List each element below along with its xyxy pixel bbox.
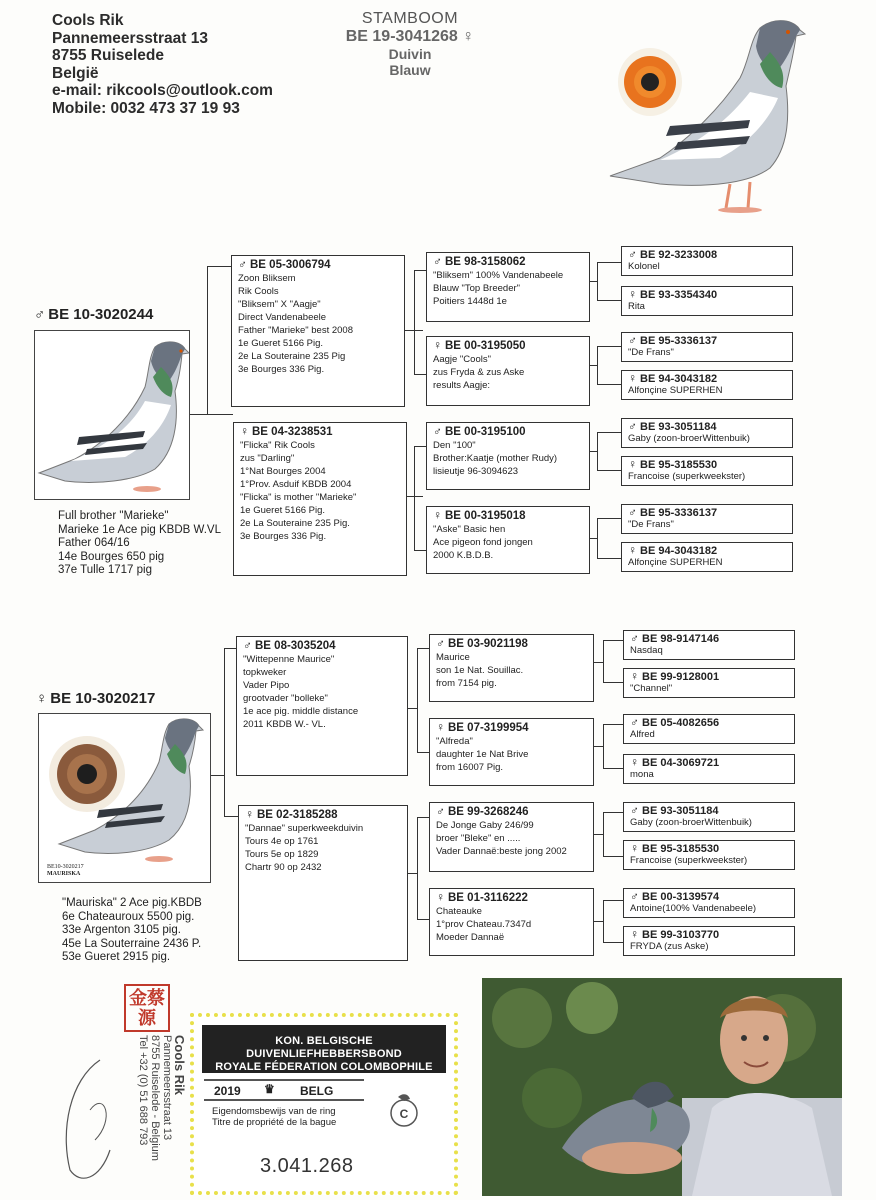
federation-emblem-icon — [380, 1093, 428, 1127]
card-line: 3e Bourges 336 Pig. — [238, 364, 325, 375]
ring-year: 2019 — [214, 1084, 241, 1098]
card-line: zus Fryda & zus Aske — [433, 367, 525, 378]
female-symbol-icon: ♀ — [630, 927, 639, 941]
card-line: "Bliksem" X "Aagje" — [238, 299, 321, 310]
ring-ownership-card — [190, 1013, 458, 1195]
dam-note: 6e Chateauroux 5500 pig. — [62, 910, 195, 923]
card-line: Gaby (zoon-broerWittenbuik) — [630, 817, 752, 828]
ring-number: BE 95-3185530 — [642, 843, 720, 855]
federation-name-nl: KON. BELGISCHE DUIVENLIEFHEBBERSBOND — [246, 1035, 402, 1060]
card-line: lisieutje 96-3094623 — [433, 466, 519, 477]
ring-number: BE 04-3069721 — [642, 757, 720, 769]
card-line: son 1e Nat. Souillac. — [436, 665, 524, 676]
pedigree-card-gen4 — [623, 714, 795, 744]
male-symbol-icon: ♂ — [630, 803, 639, 817]
ring-number-large: 3.041.268 — [260, 1155, 354, 1177]
card-line: "Wittepenne Maurice" — [243, 654, 335, 665]
female-symbol-icon: ♀ — [245, 807, 254, 821]
ring-number: BE 98-9147146 — [642, 633, 720, 645]
ownership-text-nl: Eigendomsbewijs van de ring — [212, 1106, 336, 1117]
card-line: Vader Dannaë:beste jong 2002 — [436, 846, 567, 857]
card-line: 3e Bourges 336 Pig. — [240, 531, 327, 542]
male-symbol-icon: ♂ — [433, 424, 442, 438]
card-line: 2e La Souteraine 235 Pig. — [240, 518, 350, 529]
ring-number: BE 92-3233008 — [640, 249, 718, 261]
dam-note: 53e Gueret 2915 pig. — [62, 951, 171, 963]
card-line: from 7154 pig. — [436, 678, 497, 689]
male-symbol-icon: ♂ — [34, 306, 46, 323]
pedigree-card-gen2 — [233, 422, 407, 576]
pedigree-card-gen3 — [429, 718, 594, 786]
male-symbol-icon: ♂ — [436, 636, 445, 650]
sire-note: Marieke 1e Ace pig KBDB W.VL — [58, 523, 221, 536]
owner-address — [52, 12, 273, 117]
dam-note: 33e Argenton 3105 pig. — [62, 924, 181, 936]
card-line: 2e La Souteraine 235 Pig — [238, 351, 346, 362]
male-symbol-icon: ♂ — [630, 631, 639, 645]
sire-note: 14e Bourges 650 pig — [58, 550, 165, 563]
male-symbol-icon: ♂ — [243, 638, 252, 652]
male-symbol-icon: ♂ — [238, 257, 247, 271]
pedigree-card-gen2 — [236, 636, 408, 776]
dam-ring-number: BE 10-3020217 — [50, 690, 156, 707]
ring-number: BE 94-3043182 — [640, 545, 718, 557]
card-line: Antoine(100% Vandenabeele) — [630, 903, 757, 914]
owner-country: België — [52, 64, 99, 82]
ring-number: BE 05-3006794 — [250, 259, 331, 271]
female-symbol-icon: ♀ — [628, 371, 637, 385]
sire-notes — [58, 510, 221, 578]
pedigree-color: Blauw — [389, 62, 431, 78]
ring-number: BE 00-3139574 — [642, 891, 720, 903]
address-stamp-text: Cools Rik Pannemeersstraat 13 8755 Ruiselede - Belgium Tel +32 (0) 51 688 793 — [137, 1035, 187, 1161]
ring-number: BE 04-3238531 — [252, 426, 333, 438]
card-line: 1e Gueret 5166 Pig. — [238, 338, 324, 349]
ring-number: BE 19-3041268 — [345, 28, 458, 45]
pedigree-card-gen3 — [429, 888, 594, 956]
card-line: Chateauke — [436, 906, 482, 917]
card-line: from 16007 Pig. — [436, 762, 504, 773]
card-line: topkweker — [243, 667, 287, 678]
card-line: results Aagje: — [433, 380, 491, 391]
female-symbol-icon: ♀ — [628, 543, 637, 557]
card-line: Poitiers 1448d 1e — [433, 296, 507, 307]
card-line: grootvader "bolleke" — [243, 693, 328, 704]
ring-number: BE 02-3185288 — [257, 809, 338, 821]
pedigree-card-gen4 — [621, 542, 793, 572]
female-symbol-icon: ♀ — [436, 890, 445, 904]
female-symbol-icon: ♀ — [462, 28, 475, 45]
male-symbol-icon: ♂ — [628, 419, 637, 433]
male-symbol-icon: ♂ — [628, 333, 637, 347]
ring-number: BE 00-3195050 — [445, 340, 526, 352]
pedigree-card-gen2 — [238, 805, 408, 961]
pedigree-gender: Duivin — [388, 46, 432, 62]
pedigree-card-gen4 — [623, 754, 795, 784]
ownership-text-fr: Titre de propriété de la bague — [212, 1117, 337, 1128]
ring-card-text — [212, 1106, 336, 1128]
ring-number: BE 93-3051184 — [642, 805, 719, 817]
sire-photo — [34, 330, 190, 500]
female-symbol-icon: ♀ — [436, 720, 445, 734]
female-symbol-icon: ♀ — [433, 508, 442, 522]
card-line: "Aske" Basic hen — [433, 524, 506, 535]
pigeon-illustration — [600, 8, 810, 218]
pedigree-card-gen4 — [623, 926, 795, 956]
card-line: Aagje "Cools" — [433, 354, 491, 365]
pedigree-card-gen4 — [623, 840, 795, 870]
owner-street: Pannemeersstraat 13 — [52, 29, 208, 47]
ring-number: BE 93-3354340 — [640, 289, 718, 301]
pedigree-card-gen4 — [623, 630, 795, 660]
dam-photo-caption: BE10-3020217 MAURISKA — [47, 864, 84, 877]
signature-icon — [60, 1050, 120, 1190]
pedigree-card-gen4 — [621, 370, 793, 400]
ring-number: BE 03-9021198 — [448, 638, 528, 650]
ring-number: BE 98-3158062 — [445, 256, 526, 268]
ring-country: BELG — [300, 1084, 334, 1098]
pedigree-header — [340, 10, 480, 78]
crown-icon: ♛ — [264, 1082, 275, 1096]
ring-number: BE 05-4082656 — [642, 717, 720, 729]
card-line: Zoon Bliksem — [238, 273, 296, 284]
owner-phone: Mobile: 0032 473 37 19 93 — [52, 99, 240, 117]
dam-pigeon-icon — [39, 714, 210, 864]
female-symbol-icon: ♀ — [433, 338, 442, 352]
card-line: Francoise (superkweekster) — [630, 855, 748, 866]
ring-number: BE 99-9128001 — [642, 671, 720, 683]
card-line: zus "Darling" — [240, 453, 295, 464]
breeder-with-pigeon-icon — [482, 978, 842, 1196]
card-line: Rik Cools — [238, 286, 279, 297]
address-stamp — [70, 1030, 190, 1180]
card-line: Chartr 90 op 2432 — [245, 862, 322, 873]
card-line: 1°prov Chateau.7347d — [436, 919, 532, 930]
card-line: "Flicka" is mother "Marieke" — [240, 492, 357, 503]
card-line: mona — [630, 769, 654, 780]
pedigree-card-gen3 — [429, 634, 594, 702]
card-line: "Flicka" Rik Cools — [240, 440, 315, 451]
ring-number: BE 07-3199954 — [448, 722, 529, 734]
card-line: FRYDA (zus Aske) — [630, 941, 709, 952]
card-line: Den "100" — [433, 440, 476, 451]
sire-ring-number: BE 10-3020244 — [48, 306, 154, 323]
pedigree-card-gen4 — [621, 246, 793, 276]
sire-note: Full brother "Marieke" — [58, 510, 169, 522]
card-line: "De Frans" — [628, 519, 674, 530]
card-line: Francoise (superkweekster) — [628, 471, 746, 482]
female-symbol-icon: ♀ — [240, 424, 249, 438]
ring-year-bar — [204, 1079, 364, 1101]
card-line: Nasdaq — [630, 645, 663, 656]
card-line: Ace pigeon fond jongen — [433, 537, 533, 548]
pedigree-ring — [340, 28, 480, 46]
card-line: "Alfreda" — [436, 736, 473, 747]
female-symbol-icon: ♀ — [630, 841, 639, 855]
card-line: Kolonel — [628, 261, 660, 272]
pedigree-card-gen4 — [621, 286, 793, 316]
pedigree-card-gen3 — [426, 422, 590, 490]
dam-note: "Mauriska" 2 Ace pig.KBDB — [62, 897, 202, 909]
card-line: Maurice — [436, 652, 470, 663]
male-symbol-icon: ♂ — [630, 889, 639, 903]
card-line: broer "Bleke" en ..... — [436, 833, 521, 844]
ring-number: BE 95-3185530 — [640, 459, 718, 471]
ring-number: BE 99-3103770 — [642, 929, 720, 941]
card-line: "Bliksem" 100% Vandenabeele — [433, 270, 564, 281]
male-symbol-icon: ♂ — [628, 247, 637, 261]
male-symbol-icon: ♂ — [436, 804, 445, 818]
sire-note: Father 064/16 — [58, 537, 130, 549]
pedigree-card-gen2 — [231, 255, 405, 407]
svg-text:C: C — [399, 1107, 409, 1121]
card-line: Father "Marieke" best 2008 — [238, 325, 353, 336]
card-line: "Channel" — [630, 683, 673, 694]
card-line: Moeder Dannaë — [436, 932, 505, 943]
pedigree-card-gen4 — [623, 888, 795, 918]
ring-number: BE 00-3195100 — [445, 426, 526, 438]
owner-city: 8755 Ruiselede — [52, 47, 165, 64]
federation-banner — [202, 1025, 446, 1086]
chinese-seal-stamp — [124, 984, 174, 1028]
dam-photo — [38, 713, 211, 883]
pedigree-card-gen4 — [621, 418, 793, 448]
ring-number: BE 93-3051184 — [640, 421, 717, 433]
ring-number: BE 94-3043182 — [640, 373, 718, 385]
card-line: Alfred — [630, 729, 655, 740]
dam-note: 45e La Souterraine 2436 P. — [62, 937, 202, 950]
card-line: Gaby (zoon-broerWittenbuik) — [628, 433, 750, 444]
sire-note: 37e Tulle 1717 pig — [58, 564, 152, 576]
federation-name-fr: ROYALE FÉDERATION COLOMBOPHILE BELGE — [215, 1061, 433, 1086]
ring-number: BE 95-3336137 — [640, 507, 718, 519]
card-line: 1e Gueret 5166 Pig. — [240, 505, 326, 516]
male-symbol-icon: ♂ — [433, 254, 442, 268]
card-line: Blauw "Top Breeder" — [433, 283, 521, 294]
pedigree-card-gen3 — [426, 506, 590, 574]
ring-number: BE 95-3336137 — [640, 335, 718, 347]
card-line: 1°Nat Bourges 2004 — [240, 466, 326, 477]
card-line: "Dannae" superkweekduivin — [245, 823, 364, 834]
card-line: Brother:Kaatje (mother Rudy) — [433, 453, 558, 464]
card-line: "De Frans" — [628, 347, 674, 358]
pedigree-card-gen4 — [623, 668, 795, 698]
owner-email: e-mail: rikcools@outlook.com — [52, 82, 273, 99]
female-symbol-icon: ♀ — [628, 457, 637, 471]
female-symbol-icon: ♀ — [630, 755, 639, 769]
card-line: Tours 5e op 1829 — [245, 849, 319, 860]
pedigree-card-gen4 — [621, 332, 793, 362]
pedigree-card-gen3 — [426, 252, 590, 322]
card-line: Direct Vandenabeele — [238, 312, 327, 323]
card-line: De Jonge Gaby 246/99 — [436, 820, 534, 831]
card-line: 2011 KBDB W.- VL. — [243, 719, 326, 730]
dam-notes — [62, 897, 202, 965]
card-line: Alfonçine SUPERHEN — [628, 385, 723, 396]
card-line: Tours 4e op 1761 — [245, 836, 319, 847]
female-symbol-icon: ♀ — [628, 287, 637, 301]
chinese-seal-text: 金蔡源 — [124, 984, 170, 1032]
pedigree-card-gen3 — [426, 336, 590, 406]
pedigree-title: STAMBOOM — [361, 10, 459, 27]
pedigree-card-gen4 — [623, 802, 795, 832]
pedigree-card-gen4 — [621, 504, 793, 534]
pedigree-card-gen4 — [621, 456, 793, 486]
male-symbol-icon: ♂ — [628, 505, 637, 519]
card-line: 1e ace pig. middle distance — [243, 706, 359, 717]
sire-pigeon-icon — [35, 331, 189, 499]
card-line: 1°Prov. Asduif KBDB 2004 — [240, 479, 352, 490]
owner-name: Cools Rik — [52, 12, 124, 29]
card-line: 2000 K.B.D.B. — [433, 550, 494, 561]
dam-ring — [36, 690, 155, 707]
card-line: Rita — [628, 301, 645, 312]
ring-number: BE 99-3268246 — [448, 806, 529, 818]
card-line: Alfonçine SUPERHEN — [628, 557, 723, 568]
ring-number: BE 08-3035204 — [255, 640, 336, 652]
male-symbol-icon: ♂ — [630, 715, 639, 729]
sire-ring — [34, 306, 153, 323]
pedigree-card-gen3 — [429, 802, 594, 872]
ring-number: BE 01-3116222 — [448, 892, 528, 904]
female-symbol-icon: ♀ — [36, 690, 48, 707]
breeder-photo — [482, 978, 842, 1196]
female-symbol-icon: ♀ — [630, 669, 639, 683]
card-line: Vader Pipo — [243, 680, 290, 691]
ring-number: BE 00-3195018 — [445, 510, 526, 522]
card-line: daughter 1e Nat Brive — [436, 749, 529, 760]
